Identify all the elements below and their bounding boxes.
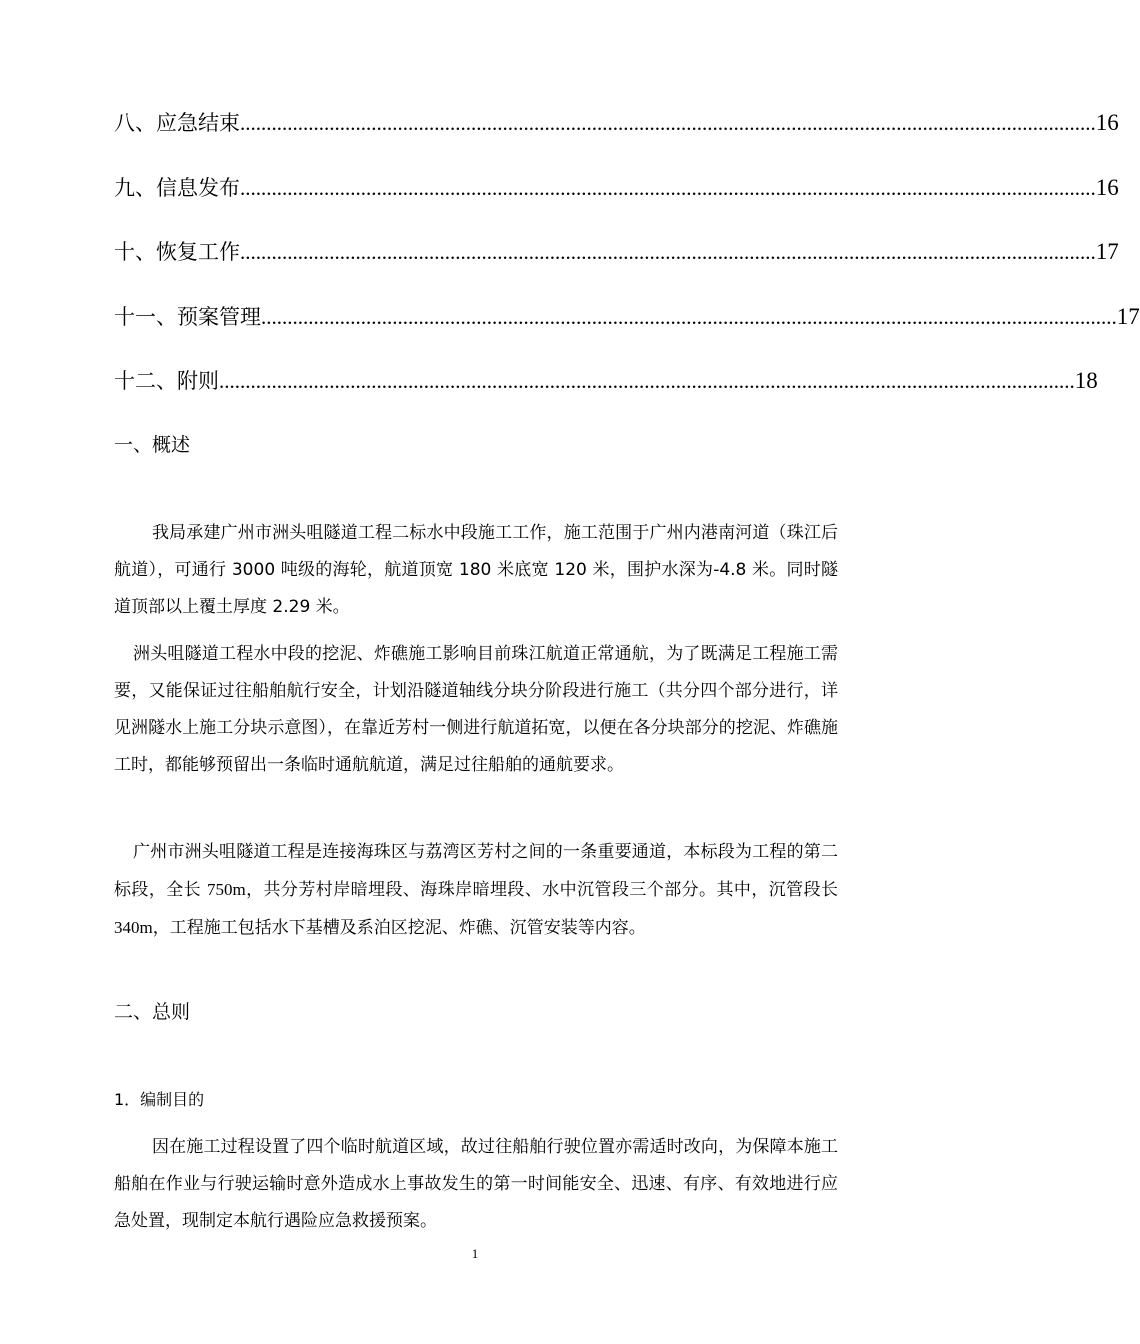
toc-entry-label: 十二、附则 — [114, 369, 219, 393]
paragraph-text: ，共分芳村岸暗埋段、海珠岸暗埋段、水中沉管段三个部分。其中，沉管段长 — [245, 880, 839, 900]
toc-page-number: 17 — [1116, 304, 1140, 329]
paragraph-project-description — [114, 834, 838, 947]
paragraph-project-scope: 我局承建广州市洲头咀隧道工程二标水中段施工工作，施工范围于广州内港南河道（珠江后航道），可通行 3000 吨级的海轮，航道顶宽 180 米底宽 120 米，围护水深为-4.8 米。同时隧道顶部以上覆土厚度 2.29 米。 — [114, 523, 838, 617]
toc-entry[interactable] — [114, 103, 1119, 143]
toc-entry-label: 十、恢复工作 — [114, 240, 240, 264]
toc-entry-label: 九、信息发布 — [114, 176, 240, 200]
section-heading-general: 二、总则 — [114, 1001, 191, 1023]
section-heading-overview: 一、概述 — [114, 434, 191, 456]
immersed-tube-length-value: 340m — [114, 918, 153, 937]
toc-entry[interactable] — [114, 168, 1119, 208]
page-number: 1 — [471, 1246, 479, 1261]
toc-leader: ................................................................................................................................................................... — [240, 111, 1096, 135]
toc-page-number: 16 — [1095, 175, 1119, 200]
paragraph-text: 广州市洲头咀隧道工程是连接海珠区与荔湾区芳村之间的一条重要通道，本标段为工程的第二标段，全长 — [114, 842, 838, 900]
toc-leader: ................................................................................................................................................................... — [261, 305, 1117, 329]
toc-leader: ................................................................................................................................................................... — [240, 176, 1096, 200]
paragraph-text: ，工程施工包括水下基槽及系泊区挖泥、炸礁、沉管安装等内容。 — [152, 918, 646, 938]
toc-leader: ................................................................................................................................................................... — [219, 369, 1075, 393]
toc-page-number: 16 — [1095, 110, 1119, 135]
toc-entry[interactable] — [114, 297, 1140, 337]
toc-entry-label: 八、应急结束 — [114, 111, 240, 135]
toc-entry-label: 十一、预案管理 — [114, 305, 261, 329]
paragraph-purpose: 因在施工过程设置了四个临时航道区域，故过往船舶行驶位置亦需适时改向，为保障本施工船舶在作业与行驶运输时意外造成水上事故发生的第一时间能安全、迅速、有序、有效地进行应急处置，现制定本航行遇险应急救援预案。 — [114, 1137, 838, 1231]
toc-leader: ................................................................................................................................................................... — [240, 240, 1096, 264]
paragraph-construction-plan: 洲头咀隧道工程水中段的挖泥、炸礁施工影响目前珠江航道正常通航，为了既满足工程施工需要，又能保证过往船舶航行安全，计划沿隧道轴线分块分阶段进行施工（共分四个部分进行，详见洲隧水上施工分块示意图），在靠近芳村一侧进行航道拓宽，以便在各分块部分的挖泥、炸礁施工时，都能够预留出一条临时通航航道，满足过往船舶的通航要求。 — [114, 644, 838, 775]
total-length-value: 750m — [206, 880, 246, 899]
subsection-heading-purpose: 1．编制目的 — [114, 1090, 205, 1109]
toc-entry[interactable] — [114, 361, 1098, 401]
toc-page-number: 17 — [1095, 239, 1119, 264]
toc-page-number: 18 — [1074, 368, 1098, 393]
toc-entry[interactable] — [114, 232, 1119, 272]
